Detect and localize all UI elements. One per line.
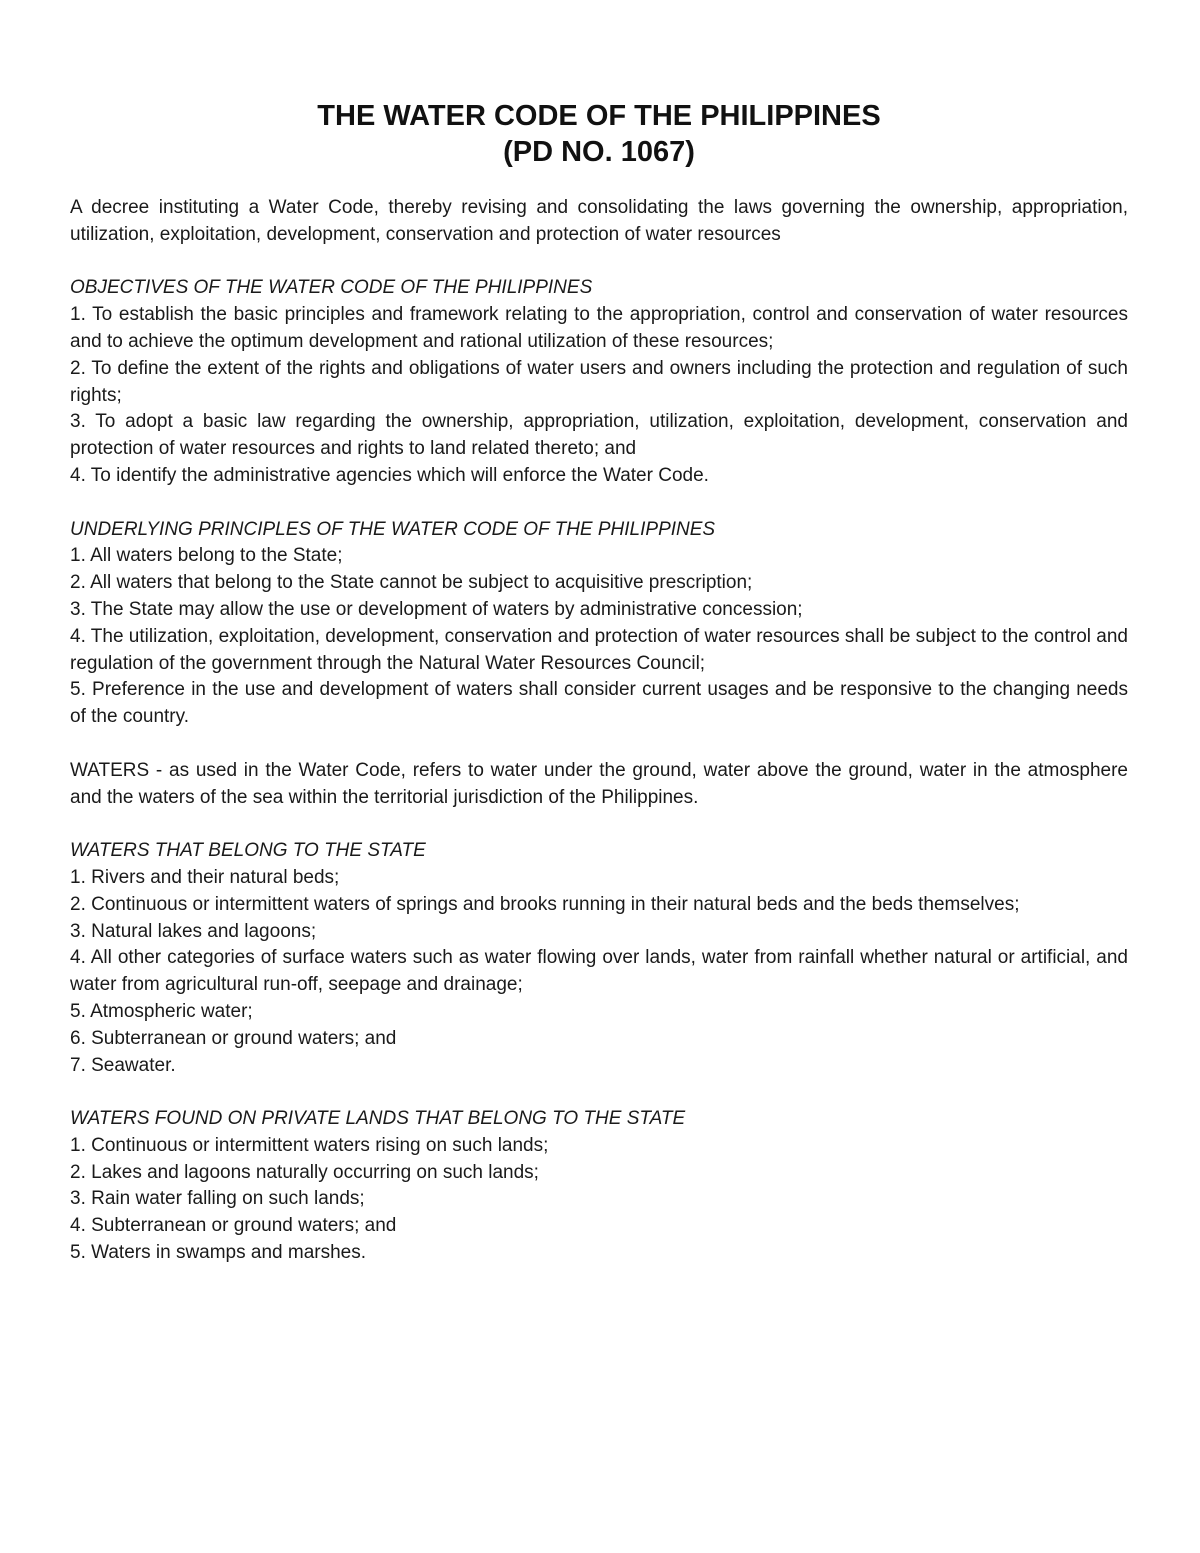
waters-definition: WATERS - as used in the Water Code, refers to water under the ground, water above the ground, water in the atmosphere and the waters of the sea within the territorial jurisdiction of the Philippines.	[70, 759, 1128, 808]
document-subtitle: (PD NO. 1067)	[503, 136, 695, 168]
principles-heading: UNDERLYING PRINCIPLES OF THE WATER CODE OF THE PHILIPPINES	[70, 518, 716, 540]
list-item: 5. Waters in swamps and marshes.	[70, 1242, 367, 1264]
list-item: 2. Continuous or intermittent waters of springs and brooks running in their natural beds and the beds themselves;	[70, 893, 1020, 915]
list-item: 7. Seawater.	[70, 1054, 176, 1076]
list-item: 6. Subterranean or ground waters; and	[70, 1027, 397, 1049]
list-item: 4. To identify the administrative agencies which will enforce the Water Code.	[70, 464, 709, 486]
intro-paragraph: A decree instituting a Water Code, thereby revising and consolidating the laws governing the ownership, appropriation, utilization, exploitation, development, conservation and protection of water resources	[70, 197, 1128, 245]
list-item: 1. All waters belong to the State;	[70, 545, 343, 567]
list-item: 2. Lakes and lagoons naturally occurring on such lands;	[70, 1161, 539, 1183]
list-item: 4. Subterranean or ground waters; and	[70, 1215, 397, 1237]
list-item: 3. To adopt a basic law regarding the ownership, appropriation, utilization, exploitation, development, conservation and protection of water resources and rights to land related thereto; and	[70, 411, 1128, 460]
list-item: 5. Preference in the use and development of waters shall consider current usages and be responsive to the changing needs of the country.	[70, 679, 1128, 728]
private-lands-section	[70, 1106, 1128, 1267]
list-item: 3. Natural lakes and lagoons;	[70, 920, 317, 942]
list-item: 4. The utilization, exploitation, development, conservation and protection of water resources shall be subject to the control and regulation of the government through the Natural Water Resources Council;	[70, 625, 1128, 674]
list-item: 4. All other categories of surface waters such as water flowing over lands, water from rainfall whether natural or artificial, and water from agricultural run-off, seepage and drainage;	[70, 947, 1128, 996]
list-item: 2. To define the extent of the rights and obligations of water users and owners including the protection and regulation of such rights;	[70, 357, 1128, 406]
list-item: 5. Atmospheric water;	[70, 1000, 253, 1022]
document-title: THE WATER CODE OF THE PHILIPPINES	[317, 100, 881, 132]
private-lands-heading: WATERS FOUND ON PRIVATE LANDS THAT BELONG TO THE STATE	[70, 1108, 686, 1130]
list-item: 1. To establish the basic principles and framework relating to the appropriation, control and conservation of water resources and to achieve the optimum development and rational utilization of these resources;	[70, 304, 1128, 352]
principles-section	[70, 517, 1128, 731]
state-waters-section	[70, 838, 1128, 1079]
waters-definition-section	[70, 758, 1128, 812]
objectives-section	[70, 275, 1128, 489]
document-page	[70, 98, 1128, 1294]
objectives-heading: OBJECTIVES OF THE WATER CODE OF THE PHILIPPINES	[70, 277, 593, 299]
list-item: 1. Rivers and their natural beds;	[70, 866, 340, 888]
list-item: 3. The State may allow the use or development of waters by administrative concession;	[70, 598, 803, 620]
list-item: 1. Continuous or intermittent waters rising on such lands;	[70, 1134, 549, 1156]
list-item: 2. All waters that belong to the State cannot be subject to acquisitive prescription;	[70, 572, 753, 594]
list-item: 3. Rain water falling on such lands;	[70, 1188, 365, 1210]
intro-section	[70, 195, 1128, 249]
state-waters-heading: WATERS THAT BELONG TO THE STATE	[70, 840, 426, 862]
title-block	[70, 98, 1128, 170]
